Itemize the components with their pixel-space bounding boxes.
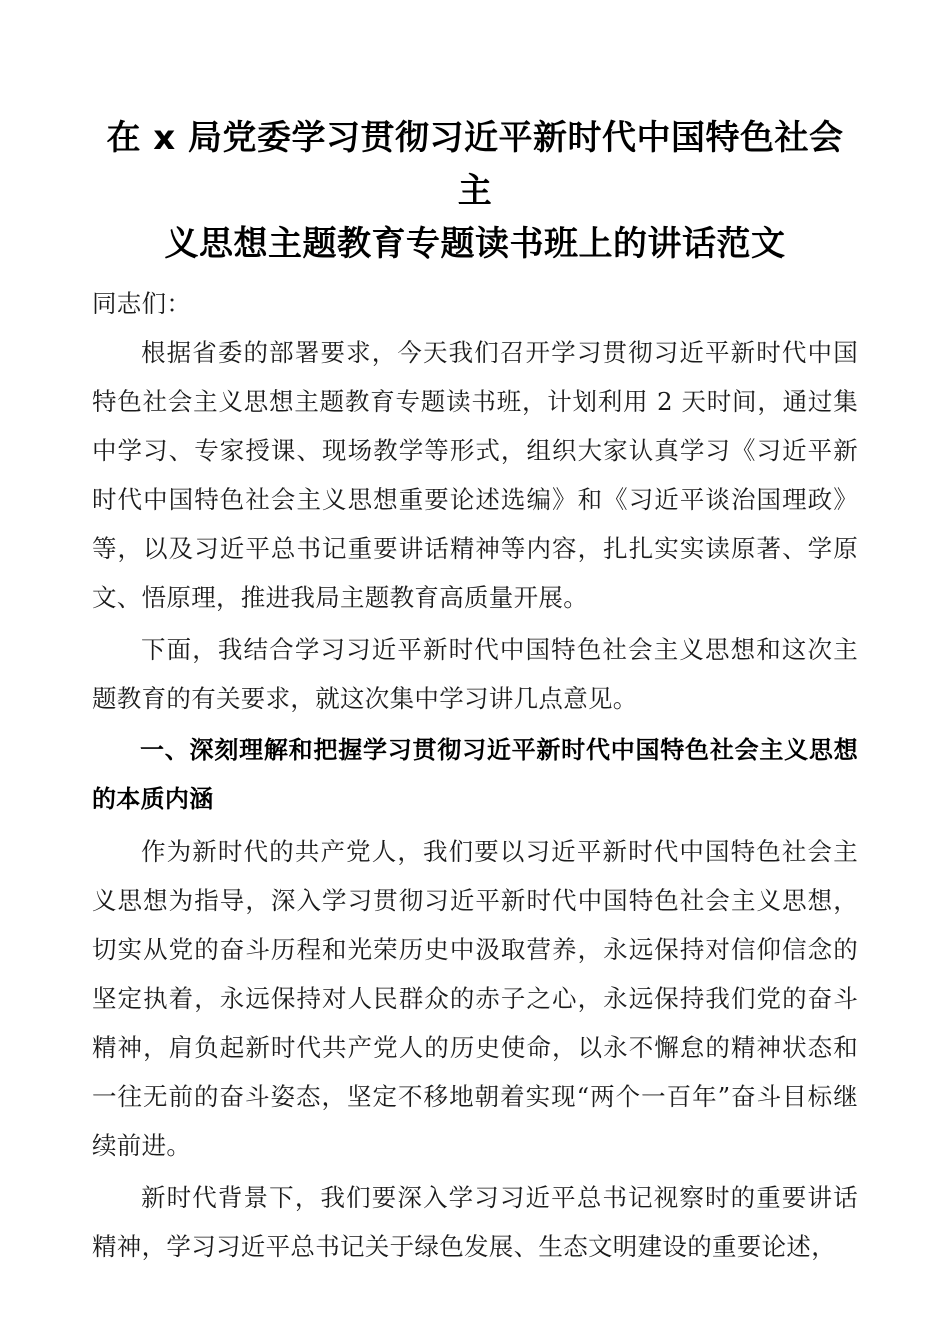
section-1-paragraph-1: 作为新时代的共产党人，我们要以习近平新时代中国特色社会主义思想为指导，深入学习贯彻习近平新时代中国特色社会主义思想，切实从党的奋斗历程和光荣历史中汲取营养，永远保持对信仰信念的坚定执着，永远保持对人民群众的赤子之心，永远保持我们党的奋斗精神，肩负起新时代共产党人的历史使命，以永不懈怠的精神状态和一往无前的奋斗姿态，坚定不移地朝着实现“两个一百年”奋斗目标继续前进。 xyxy=(92,837,858,1160)
title-line-2: 义思想主题教育专题读书班上的讲话范文 xyxy=(164,224,786,264)
title-line-1: 在 x 局党委学习贯彻习近平新时代中国特色社会主 xyxy=(106,118,844,211)
paragraph-intro-1: 根据省委的部署要求，今天我们召开学习贯彻习近平新时代中国特色社会主义思想主题教育专题读书班，计划利用 2 天时间，通过集中学习、专家授课、现场教学等形式，组织大家认真学习《习近平新时代中国特色社会主义思想重要论述选编》和《习近平谈治国理政》等，以及习近平总书记重要讲话精神等内容，扎扎实实读原著、学原文、悟原理，推进我局主题教育高质量开展。 xyxy=(92,338,858,612)
salutation: 同志们： xyxy=(92,289,192,318)
document-title xyxy=(92,112,858,271)
section-heading-1: 一、深刻理解和把握学习贯彻习近平新时代中国特色社会主义思想的本质内涵 xyxy=(92,736,858,813)
document-page xyxy=(92,0,858,1271)
section-1-paragraph-2: 新时代背景下，我们要深入学习习近平总书记视察时的重要讲话精神，学习习近平总书记关于绿色发展、生态文明建设的重要论述， xyxy=(92,1183,858,1261)
document-body xyxy=(92,279,858,1271)
paragraph-intro-2: 下面，我结合学习习近平新时代中国特色社会主义思想和这次主题教育的有关要求，就这次集中学习讲几点意见。 xyxy=(92,635,858,713)
